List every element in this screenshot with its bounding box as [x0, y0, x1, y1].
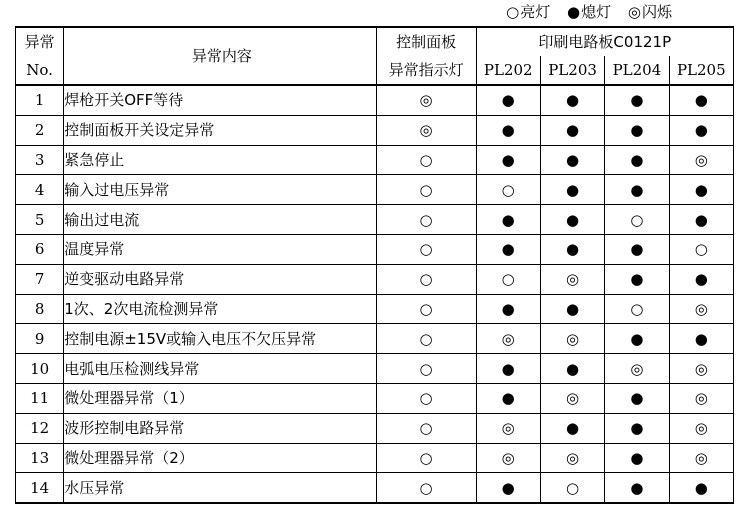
error-description: 微处理器异常（2）: [64, 443, 376, 473]
pl-lamp-state: ●: [476, 354, 540, 384]
error-description: 输入过电压异常: [64, 175, 376, 205]
panel-lamp-state: ○: [376, 443, 476, 473]
row-number: 12: [16, 413, 64, 443]
table-row: [16, 145, 734, 175]
pl-header: PL204: [605, 56, 669, 85]
pl-lamp-state: ◎: [476, 443, 540, 473]
pl-lamp-state: ●: [669, 85, 733, 115]
pl-lamp-state: ●: [669, 473, 733, 503]
pl-lamp-state: ●: [605, 145, 669, 175]
pl-lamp-state: ●: [669, 115, 733, 145]
pl-lamp-state: ●: [540, 294, 604, 324]
table-row: [16, 234, 734, 264]
pl-lamp-state: ●: [605, 443, 669, 473]
desc-header: 异常内容: [64, 27, 376, 85]
pl-lamp-state: ◎: [669, 145, 733, 175]
pl-header: PL203: [540, 56, 604, 85]
error-description: 波形控制电路异常: [64, 413, 376, 443]
lamp-header-line1: 控制面板: [376, 27, 476, 56]
legend-item-on: [506, 3, 550, 21]
pl-lamp-state: ●: [540, 354, 604, 384]
panel-lamp-state: ○: [376, 294, 476, 324]
row-number: 9: [16, 324, 64, 354]
table-body: [16, 85, 734, 503]
pl-lamp-state: ○: [476, 175, 540, 205]
row-number: 2: [16, 115, 64, 145]
row-number: 14: [16, 473, 64, 503]
legend-label: 闪烁: [641, 3, 672, 21]
panel-lamp-state: ○: [376, 264, 476, 294]
table-row: [16, 324, 734, 354]
pl-lamp-state: ●: [605, 413, 669, 443]
panel-lamp-state: ○: [376, 175, 476, 205]
pl-lamp-state: ●: [605, 115, 669, 145]
table-row: [16, 175, 734, 205]
row-number: 8: [16, 294, 64, 324]
pl-lamp-state: ●: [669, 175, 733, 205]
row-number: 6: [16, 234, 64, 264]
table-row: [16, 115, 734, 145]
pl-lamp-state: ●: [605, 264, 669, 294]
pl-lamp-state: ●: [669, 205, 733, 235]
pl-lamp-state: ●: [476, 205, 540, 235]
pl-lamp-state: ●: [605, 175, 669, 205]
no-header-line2: No.: [16, 56, 64, 85]
error-description: 控制面板开关设定异常: [64, 115, 376, 145]
error-description: 紧急停止: [64, 145, 376, 175]
table-row: [16, 294, 734, 324]
panel-lamp-state: ○: [376, 413, 476, 443]
pl-lamp-state: ●: [605, 473, 669, 503]
lamp-on-icon: ○: [506, 3, 520, 21]
legend-item-flash: [628, 3, 672, 21]
error-description: 逆变驱动电路异常: [64, 264, 376, 294]
table-row: [16, 264, 734, 294]
pl-lamp-state: ●: [540, 413, 604, 443]
row-number: 13: [16, 443, 64, 473]
table-row: [16, 85, 734, 115]
legend-item-off: [567, 3, 611, 21]
pl-lamp-state: ●: [476, 145, 540, 175]
lamp-off-icon: ●: [567, 3, 581, 21]
pl-lamp-state: ◎: [476, 324, 540, 354]
legend-label: 熄灯: [581, 3, 612, 21]
pl-lamp-state: ◎: [669, 294, 733, 324]
panel-lamp-state: ○: [376, 234, 476, 264]
panel-lamp-state: ○: [376, 354, 476, 384]
pl-lamp-state: ◎: [669, 413, 733, 443]
symbol-legend: [494, 2, 672, 22]
lamp-flash-icon: ◎: [627, 3, 641, 21]
pl-lamp-state: ●: [540, 145, 604, 175]
error-description: 温度异常: [64, 234, 376, 264]
panel-lamp-state: ◎: [376, 85, 476, 115]
error-description: 焊枪开关OFF等待: [64, 85, 376, 115]
pl-lamp-state: ●: [540, 175, 604, 205]
pl-lamp-state: ●: [605, 383, 669, 413]
row-number: 3: [16, 145, 64, 175]
pl-lamp-state: ●: [540, 85, 604, 115]
error-description: 输出过电流: [64, 205, 376, 235]
error-description: 水压异常: [64, 473, 376, 503]
row-number: 1: [16, 85, 64, 115]
error-description: 控制电源±15V或输入电压不欠压异常: [64, 324, 376, 354]
pl-lamp-state: ●: [540, 115, 604, 145]
table-row: [16, 413, 734, 443]
board-header: 印刷电路板C0121P: [476, 27, 733, 56]
panel-lamp-state: ○: [376, 205, 476, 235]
pl-lamp-state: ○: [605, 294, 669, 324]
panel-lamp-state: ○: [376, 145, 476, 175]
pl-lamp-state: ○: [540, 473, 604, 503]
row-number: 5: [16, 205, 64, 235]
pl-lamp-state: ◎: [669, 443, 733, 473]
table-row: [16, 473, 734, 503]
pl-lamp-state: ●: [476, 383, 540, 413]
pl-lamp-state: ◎: [476, 413, 540, 443]
pl-lamp-state: ○: [669, 234, 733, 264]
panel-lamp-state: ○: [376, 473, 476, 503]
row-number: 4: [16, 175, 64, 205]
error-code-table: [15, 26, 734, 504]
pl-lamp-state: ○: [605, 205, 669, 235]
row-number: 7: [16, 264, 64, 294]
no-header-line1: 异常: [16, 27, 64, 56]
error-description: 微处理器异常（1）: [64, 383, 376, 413]
pl-lamp-state: ●: [669, 324, 733, 354]
panel-lamp-state: ○: [376, 383, 476, 413]
pl-header: PL205: [669, 56, 733, 85]
pl-lamp-state: ●: [605, 324, 669, 354]
pl-lamp-state: ●: [476, 85, 540, 115]
pl-lamp-state: ◎: [540, 264, 604, 294]
row-number: 11: [16, 383, 64, 413]
table-row: [16, 443, 734, 473]
pl-lamp-state: ●: [540, 205, 604, 235]
pl-lamp-state: ●: [476, 473, 540, 503]
pl-lamp-state: ●: [476, 115, 540, 145]
panel-lamp-state: ◎: [376, 115, 476, 145]
pl-lamp-state: ◎: [669, 354, 733, 384]
error-description: 电弧电压检测线异常: [64, 354, 376, 384]
pl-lamp-state: ◎: [605, 354, 669, 384]
pl-lamp-state: ●: [476, 294, 540, 324]
error-description: 1次、2次电流检测异常: [64, 294, 376, 324]
table-row: [16, 205, 734, 235]
legend-label: 亮灯: [520, 3, 551, 21]
pl-lamp-state: ●: [476, 234, 540, 264]
lamp-header-line2: 异常指示灯: [376, 56, 476, 85]
panel-lamp-state: ○: [376, 324, 476, 354]
pl-lamp-state: ○: [476, 264, 540, 294]
pl-lamp-state: ●: [605, 234, 669, 264]
pl-lamp-state: ◎: [669, 383, 733, 413]
pl-lamp-state: ◎: [540, 383, 604, 413]
pl-lamp-state: ●: [605, 85, 669, 115]
row-number: 10: [16, 354, 64, 384]
pl-lamp-state: ●: [669, 264, 733, 294]
pl-header: PL202: [476, 56, 540, 85]
pl-lamp-state: ◎: [540, 443, 604, 473]
pl-lamp-state: ◎: [540, 324, 604, 354]
table-row: [16, 354, 734, 384]
table-row: [16, 383, 734, 413]
pl-lamp-state: ●: [540, 234, 604, 264]
